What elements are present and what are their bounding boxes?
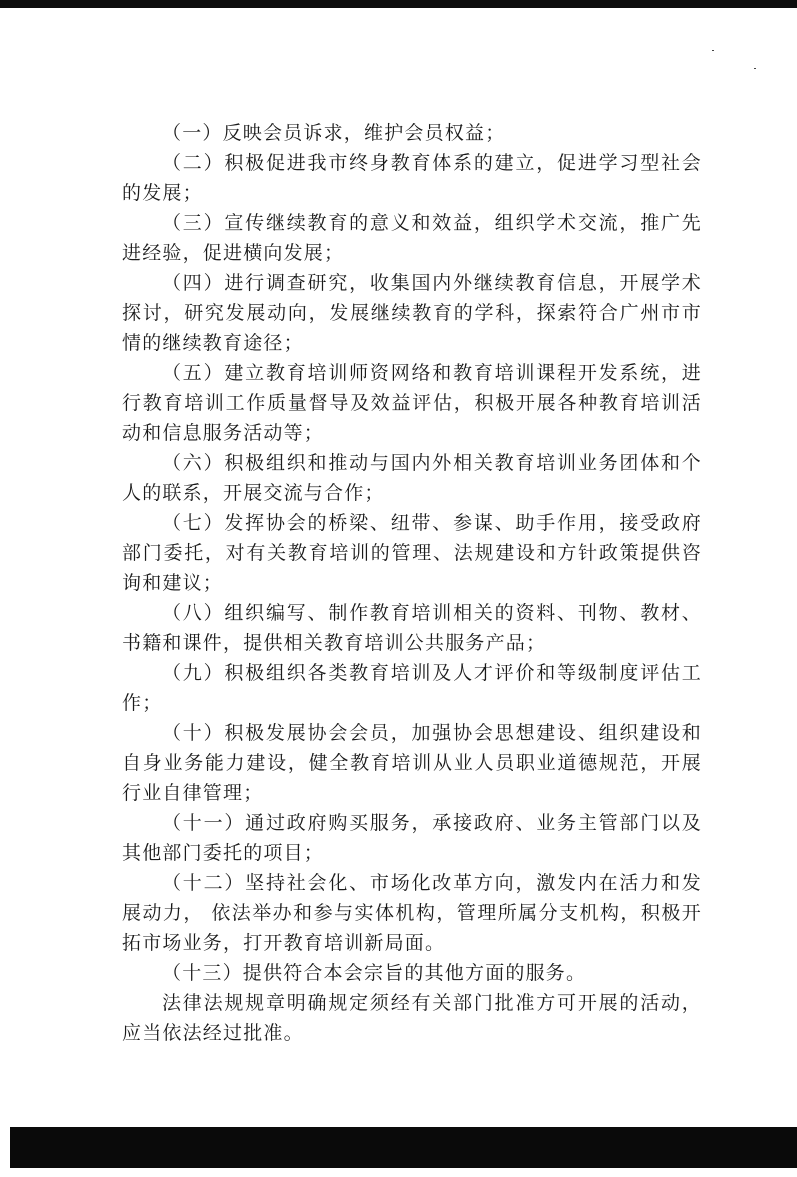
paragraph-item-11: （十一）通过政府购买服务，承接政府、业务主管部门以及其他部门委托的项目； bbox=[122, 812, 702, 864]
paragraph-item-9: （九）积极组织各类教育培训及人才评价和等级制度评估工作； bbox=[122, 662, 702, 714]
scan-bottom-bar bbox=[10, 1127, 797, 1168]
paragraph-item-6: （六）积极组织和推动与国内外相关教育培训业务团体和个人的联系，开展交流与合作； bbox=[122, 452, 702, 504]
paragraph-item-13: （十三）提供符合本会宗旨的其他方面的服务。 bbox=[162, 962, 587, 984]
paragraph-item-2: （二）积极促进我市终身教育体系的建立，促进学习型社会的发展； bbox=[122, 152, 702, 204]
paragraph-item-12: （十二）坚持社会化、市场化改革方向，激发内在活力和发展动力， 依法举办和参与实体机构，管理所属分支机构，积极开拓市场业务，打开教育培训新局面。 bbox=[122, 872, 702, 954]
paragraph-item-5: （五）建立教育培训师资网络和教育培训课程开发系统，进行教育培训工作质量督导及效益评估，积极开展各种教育培训活动和信息服务活动等； bbox=[122, 362, 702, 444]
paragraph-item-4: （四）进行调查研究，收集国内外继续教育信息，开展学术探讨，研究发展动向，发展继续教育的学科，探索符合广州市市情的继续教育途径； bbox=[122, 272, 702, 354]
paragraph-item-10: （十）积极发展协会会员，加强协会思想建设、组织建设和自身业务能力建设，健全教育培训从业人员职业道德规范，开展行业自律管理； bbox=[122, 722, 702, 804]
scan-top-edge bbox=[0, 0, 797, 8]
scan-speck bbox=[712, 50, 714, 51]
paragraph-item-1: （一）反映会员诉求，维护会员权益； bbox=[162, 122, 506, 144]
closing-paragraph: 法律法规规章明确规定须经有关部门批准方可开展的活动，应当依法经过批准。 bbox=[122, 992, 702, 1044]
paragraph-item-7: （七）发挥协会的桥梁、纽带、参谋、助手作用，接受政府部门委托，对有关教育培训的管理、法规建设和方针政策提供咨询和建议； bbox=[122, 512, 702, 594]
document-body bbox=[122, 118, 702, 1048]
paragraph-item-3: （三）宣传继续教育的意义和效益，组织学术交流，推广先进经验，促进横向发展； bbox=[122, 212, 702, 264]
paragraph-item-8: （八）组织编写、制作教育培训相关的资料、刊物、教材、书籍和课件，提供相关教育培训公共服务产品； bbox=[122, 602, 702, 654]
scan-speck bbox=[754, 68, 756, 69]
